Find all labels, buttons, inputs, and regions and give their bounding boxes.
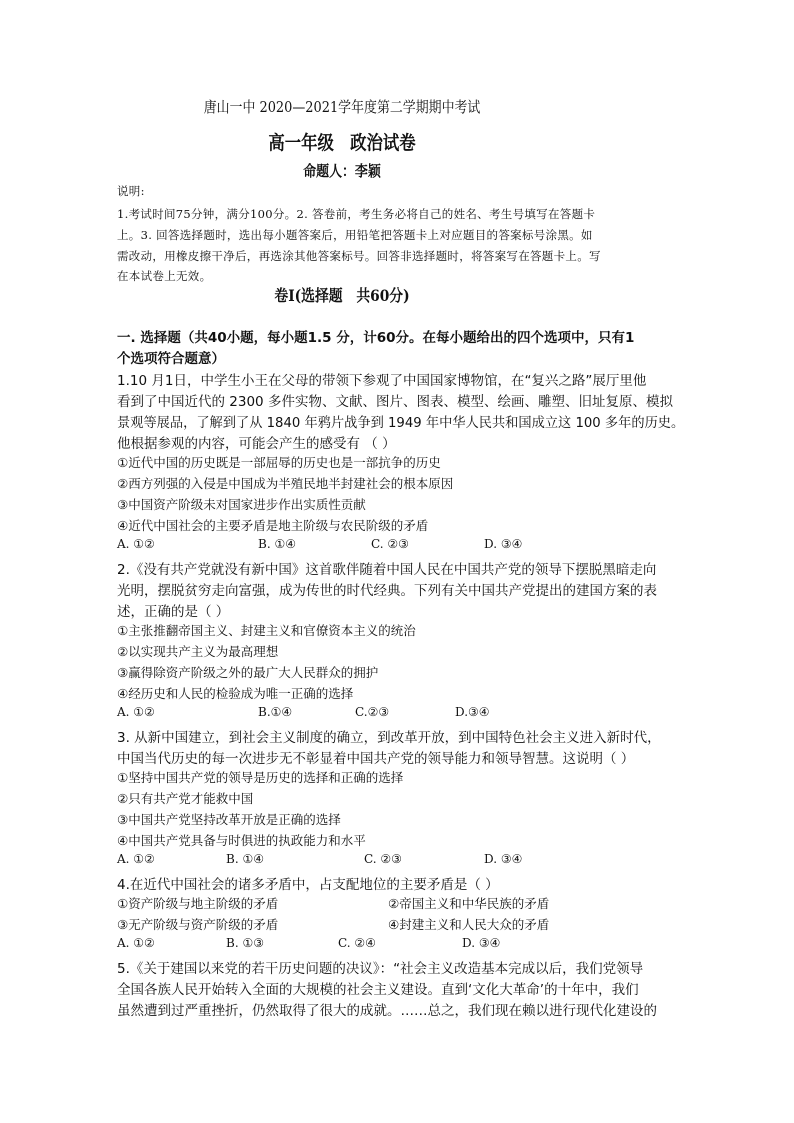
question-2-option-a: A. ①② [117, 705, 155, 719]
section-instruction: 一. 选择题（共40小题，每小题1.5 分，计60分。在每小题给出的四个选项中，只有1 [117, 330, 635, 346]
section-title: 卷Ⅰ(选择题 共60分) [274, 286, 410, 305]
question-4-option-d: D. ③④ [462, 936, 501, 950]
question-5-text: 全国各族人民开始转入全面的大规模的社会主义建设。直到‘文化大革命’的十年中，我们 [117, 982, 639, 998]
question-3-option-a: A. ①② [117, 852, 155, 866]
question-1-text: 他根据参观的内容，可能会产生的感受有 （ ） [117, 436, 396, 452]
question-2-text: 述，正确的是（ ） [117, 604, 230, 620]
question-3-text: 3. 从新中国建立，到社会主义制度的确立，到改革开放，到中国特色社会主义进入新时代， [117, 730, 661, 746]
question-2-item: ①主张推翻帝国主义、封建主义和官僚资本主义的统治 [117, 623, 416, 638]
question-4-option-b: B. ①③ [226, 936, 264, 950]
question-3-item: ①坚持中国共产党的领导是历史的选择和正确的选择 [117, 770, 404, 785]
question-2-text: 2.《没有共产党就没有新中国》这首歌伴随着中国人民在中国共产党的领导下摆脱黑暗走向 [117, 562, 657, 578]
question-3-text: 中国当代历史的每一次进步无不彰显着中国共产党的领导能力和领导智慧。这说明（ ） [117, 751, 635, 767]
author-line: 命题人：李颖 [303, 162, 381, 180]
question-3-option-c: C. ②③ [364, 852, 402, 866]
notes-line: 需改动，用橡皮擦干净后，再选涂其他答案标号。回答非选择题时，将答案写在答题卡上。写 [117, 249, 601, 263]
question-5-text: 虽然遭到过严重挫折，仍然取得了很大的成就。……总之，我们现在赖以进行现代化建设的 [117, 1003, 657, 1019]
question-1-option-b: B. ①④ [258, 537, 296, 551]
question-1-item: ③中国资产阶级未对国家进步作出实质性贡献 [117, 497, 366, 512]
question-4-item: ①资产阶级与地主阶级的矛盾 [117, 896, 279, 911]
question-1-text: 景观等展品，了解到了从 1840 年鸦片战争到 1949 年中华人民共和国成立这 100 多年的历史。 [117, 415, 685, 431]
question-1-item: ②西方列强的入侵是中国成为半殖民地半封建社会的根本原因 [117, 476, 454, 491]
question-3-item: ④中国共产党具备与时俱进的执政能力和水平 [117, 833, 366, 848]
question-3-option-b: B. ①④ [226, 852, 264, 866]
question-5-text: 5.《关于建国以来党的若干历史问题的决议》：“社会主义改造基本完成以后，我们党领导 [117, 961, 644, 977]
notes-line: 在本试卷上无效。 [117, 269, 212, 283]
question-4-item: ③无产阶级与资产阶级的矛盾 [117, 917, 279, 932]
question-1-option-c: C. ②③ [371, 537, 409, 551]
question-2-item: ②以实现共产主义为最高理想 [117, 644, 279, 659]
question-3-item: ③中国共产党坚持改革开放是正确的选择 [117, 812, 341, 827]
question-2-item: ③赢得除资产阶级之外的最广大人民群众的拥护 [117, 665, 379, 680]
question-1-item: ④近代中国社会的主要矛盾是地主阶级与农民阶级的矛盾 [117, 518, 429, 533]
question-4-item: ④封建主义和人民大众的矛盾 [388, 917, 550, 932]
question-2-option-d: D.③④ [455, 705, 490, 719]
question-1-text: 看到了中国近代的 2300 多件实物、文献、图片、图表、模型、绘画、雕塑、旧址复原、模拟 [117, 394, 673, 410]
question-2-option-c: C.②③ [355, 705, 390, 719]
question-4-text: 4.在近代中国社会的诸多矛盾中，占支配地位的主要矛盾是（ ） [117, 877, 499, 893]
question-4-option-c: C. ②④ [338, 936, 376, 950]
notes-label: 说明: [117, 184, 145, 198]
notes-line: 上。3. 回答选择题时，选出每小题答案后，用铅笔把答题卡上对应题目的答案标号涂黑。如 [117, 228, 593, 242]
question-2-text: 光明，摆脱贫穷走向富强，成为传世的时代经典。下列有关中国共产党提出的建国方案的表 [117, 583, 657, 599]
question-1-text: 1.10 月1日，中学生小王在父母的带领下参观了中国国家博物馆，在“复兴之路”展厅里他 [117, 373, 647, 389]
subject-title: 高一年级 政治试卷 [268, 132, 416, 154]
question-2-option-b: B.①④ [258, 705, 293, 719]
notes-line: 1.考试时间75分钟，满分100分。2. 答卷前，考生务必将自己的姓名、考生号填写在答题卡 [117, 207, 596, 221]
question-1-option-a: A. ①② [117, 537, 155, 551]
question-4-item: ②帝国主义和中华民族的矛盾 [388, 896, 550, 911]
question-1-item: ①近代中国的历史既是一部屈辱的历史也是一部抗争的历史 [117, 455, 441, 470]
question-1-option-d: D. ③④ [484, 537, 523, 551]
question-4-option-a: A. ①② [117, 936, 155, 950]
exam-title: 唐山一中 2020—2021学年度第二学期期中考试 [203, 98, 481, 116]
question-2-item: ④经历史和人民的检验成为唯一正确的选择 [117, 686, 354, 701]
question-3-item: ②只有共产党才能救中国 [117, 791, 254, 806]
section-instruction: 个选项符合题意） [117, 351, 225, 367]
question-3-option-d: D. ③④ [484, 852, 523, 866]
